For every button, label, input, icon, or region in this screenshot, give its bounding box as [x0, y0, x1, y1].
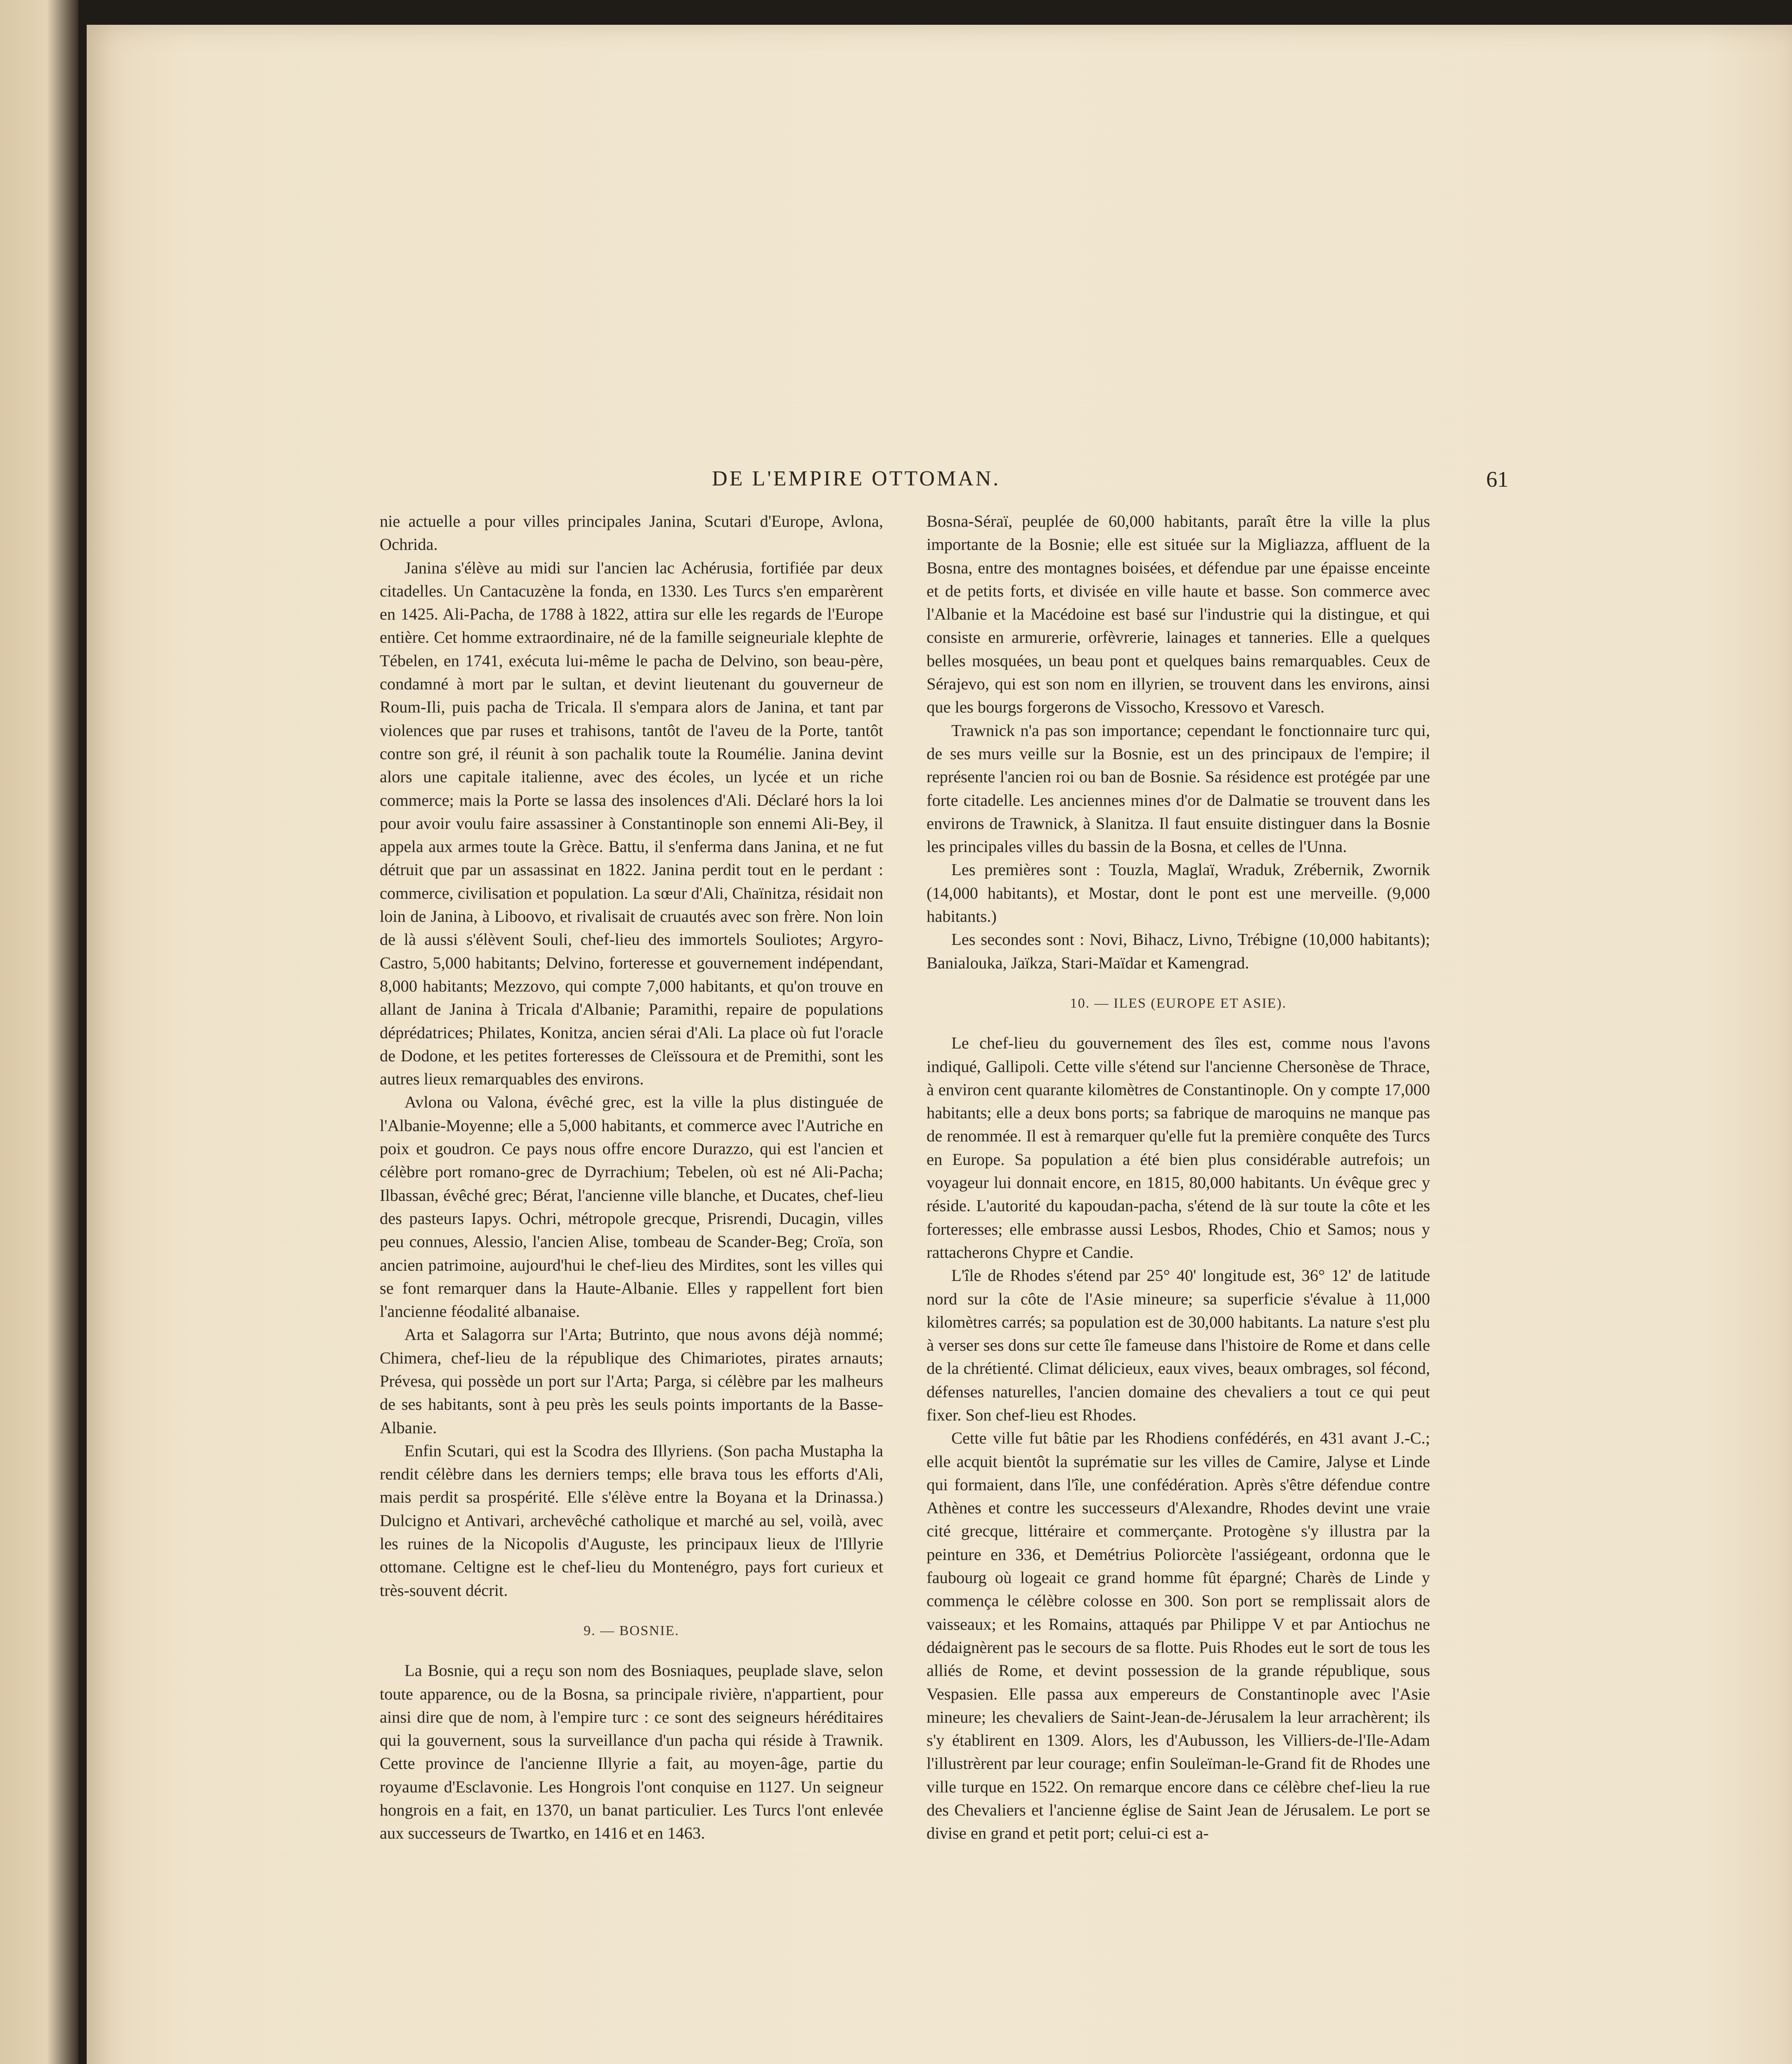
paragraph: Le chef-lieu du gouvernement des îles est, comme nous l'avons indiqué, Gallipoli. Cette ville s'étend sur l'ancienne Chersonèse de Thrace, à environ cent quarante kilomètres de Constantinople. On y compte 17,000 habitants; elle a deux bons ports; sa fabrique de maroquins ne manque pas de renommée. Il est à remarquer qu'elle fut la première conquête des Turcs en Europe. Sa population a été bien plus considérable autrefois; un voyageur lui donnait encore, en 1815, 80,000 habitants. Un évêque grec y réside. L'autorité du kapoudan-pacha, s'étend de là sur toute la côte et les forteresses; elle embrasse aussi Lesbos, Rhodes, Chio et Samos; nous y rattacherons Chypre et Candie. — [927, 1034, 1430, 1262]
running-head: DE L'EMPIRE OTTOMAN. — [712, 467, 1001, 490]
paragraph: Avlona ou Valona, évêché grec, est la ville la plus distinguée de l'Albanie-Moyenne; elle a 5,000 habitants, et commerce avec l'Autriche en poix et goudron. Ce pays nous offre encore Durazzo, qui est l'ancien et célèbre port romano-grec de Dyrrachium; Tebelen, où est né Ali-Pacha; Ilbassan, évêché grec; Bérat, l'ancienne ville blanche, et Ducates, chef-lieu des pasteurs Iapys. Ochri, métropole grecque, Prisrendi, Ducagin, villes peu connues, Alessio, l'ancien Alise, tombeau de Scander-Beg; Croïa, son ancien patrimoine, aujourd'hui le chef-lieu des Mirdites, sont les villes qui se font remarquer dans la Haute-Albanie. Elles y rappellent fort bien l'ancienne féodalité albanaise. — [380, 1093, 883, 1321]
paragraph: Trawnick n'a pas son importance; cependant le fonctionnaire turc qui, de ses murs veille sur la Bosnie, est un des principaux de l'empire; il représente l'ancien roi ou ban de Bosnie. Sa résidence est protégée par une forte citadelle. Les anciennes mines d'or de Dalmatie se trouvent dans les environs de Trawnick, à Slanitza. Il faut ensuite distinguer dans la Bosnie les principales villes du bassin de la Bosna, et celles de l'Unna. — [927, 721, 1430, 856]
left-column — [380, 510, 883, 1845]
paragraph: Cette ville fut bâtie par les Rhodiens confédérés, en 431 avant J.-C.; elle acquit bientôt la suprématie sur les villes de Camire, Jalyse et Linde qui formaient, dans l'île, une confédération. Après s'être défendue contre Athènes et contre les successeurs d'Alexandre, Rhodes devint une vraie cité grecque, littéraire et commerçante. Protogène s'y illustra par la peinture en 336, et Demétrius Poliorcète l'assiégeant, ordonna que le faubourg où logeait ce grand homme fût épargné; Charès de Linde y commença le célèbre colosse en 300. Son port se remplissait alors de vaisseaux; et les Romains, attaqués par Philippe V et par Antiochus ne dédaignèrent pas le secours de sa flotte. Puis Rhodes eut le sort de tous les alliés de Rome, et devint possession de la grande république, sous Vespasien. Elle passa aux empereurs de Constantinople avec l'Asie mineure; les chevaliers de Saint-Jean-de-Jérusalem la leur arrachèrent; ils s'y établirent en 1309. Alors, les d'Aubusson, les Villiers-de-l'Ile-Adam l'illustrèrent par leur courage; enfin Souleïman-le-Grand fit de Rhodes une ville turque en 1522. On remarque encore dans ce célèbre chef-lieu la rue des Chevaliers et l'ancienne église de Saint Jean de Jérusalem. Le port se divise en grand et petit port; celui-ci est a- — [927, 1429, 1430, 1843]
paragraph: La Bosnie, qui a reçu son nom des Bosniaques, peuplade slave, selon toute apparence, ou de la Bosna, sa principale rivière, n'appartient, pour ainsi dire que de nom, à l'empire turc : ce sont des seigneurs héréditaires qui la gouvernent, sous la surveillance d'un pacha qui réside à Trawnik. Cette province de l'ancienne Illyrie a fait, au moyen-âge, partie du royaume d'Esclavonie. Les Hongrois l'ont conquise en 1127. Un seigneur hongrois en a fait, en 1370, un banat particulier. Les Turcs l'ont enlevée aux successeurs de Twartko, en 1416 et en 1463. — [380, 1661, 883, 1843]
paragraph: L'île de Rhodes s'étend par 25° 40' longitude est, 36° 12' de latitude nord sur la côte de l'Asie mineure; sa superficie s'évalue à 11,000 kilomètres carrés; sa population est de 30,000 habitants. La nature s'est plu à verser ses dons sur cette île fameuse dans l'histoire de Rome et dans celle de la chrétienté. Climat délicieux, eaux vives, beaux ombrages, sol fécond, défenses naturelles, l'ancien domaine des chevaliers a tout ce qui peut fixer. Son chef-lieu est Rhodes. — [927, 1266, 1430, 1424]
paragraph: Enfin Scutari, qui est la Scodra des Illyriens. (Son pacha Mustapha la rendit célèbre dans les derniers temps; elle brava tous les efforts d'Ali, mais perdit sa prospérité. Elle s'élève entre la Boyana et la Drinassa.) Dulcigno et Antivari, archevêché catholique et marché au sel, voilà, avec les ruines de la Nicopolis d'Auguste, les principaux lieux de l'Illyrie ottomane. Celtigne est le chef-lieu du Montenégro, pays fort curieux et très-souvent décrit. — [380, 1441, 883, 1600]
paragraph: Arta et Salagorra sur l'Arta; Butrinto, que nous avons déjà nommé; Chimera, chef-lieu de la république des Chimariotes, pirates arnauts; Prévesa, qui possède un port sur l'Arta; Parga, si célèbre par les malheurs de ses habitants, sont à peu près les seuls points importants de la Basse-Albanie. — [380, 1325, 883, 1437]
paragraph: Les secondes sont : Novi, Bihacz, Livno, Trébigne (10,000 habitants); Banialouka, Jaïkza, Stari-Maïdar et Kamengrad. — [927, 930, 1430, 972]
page-number: 61 — [1486, 467, 1508, 492]
section-heading-bosnie: 9. — BOSNIE. — [584, 1623, 679, 1638]
right-column — [927, 510, 1430, 1845]
section-heading-iles: 10. — ILES (EUROPE ET ASIE). — [1070, 995, 1287, 1011]
paragraph: Bosna-Séraï, peuplée de 60,000 habitants, paraît être la ville la plus importante de la Bosnie; elle est située sur la Migliazza, affluent de la Bosna, entre des montagnes boisées, et défendue par une épaisse enceinte et de petits forts, et divisée en ville haute et basse. Son commerce avec l'Albanie et la Macédoine est basé sur l'industrie qui la distingue, et qui consiste en armurerie, orfèvrerie, lainages et tanneries. Elle a quelques belles mosquées, un beau pont et quelques bains remarquables. Ceux de Sérajevo, qui est son nom en illyrien, se trouvent dans les environs, ainsi que les bourgs forgerons de Vissocho, Kressovo et Varesch. — [927, 512, 1430, 717]
adjacent-page-edge — [0, 0, 78, 2064]
page-header — [700, 466, 1508, 499]
paragraph: Les premières sont : Touzla, Maglaï, Wraduk, Zrébernik, Zwornik (14,000 habitants), et Mostar, dont le pont est une merveille. (9,000 habitants.) — [927, 860, 1430, 926]
paragraph: nie actuelle a pour villes principales Janina, Scutari d'Europe, Avlona, Ochrida. — [380, 512, 883, 554]
paragraph: Janina s'élève au midi sur l'ancien lac Achérusia, fortifiée par deux citadelles. Un Cantacuzène la fonda, en 1330. Les Turcs s'en emparèrent en 1425. Ali-Pacha, de 1788 à 1822, attira sur elle les regards de l'Europe entière. Cet homme extraordinaire, né de la famille seigneuriale klephte de Tébelen, en 1741, exécuta lui-même le pacha de Delvino, son beau-père, condamné à mort par le sultan, et devint lieutenant du gouverneur de Roum-Ili, puis pacha de Tricala. Il s'empara alors de Janina, et tant par violences que par ruses et trahisons, tantôt de l'aveu de la Porte, tantôt contre son gré, il réunit à son pachalik toute la Roumélie. Janina devint alors une capitale italienne, avec des écoles, un lycée et un riche commerce; mais la Porte se lassa des insolences d'Ali. Déclaré hors la loi pour avoir voulu faire assassiner à Constantinople son ennemi Ali-Bey, il appela aux armes toute la Grèce. Battu, il s'enferma dans Janina, et ne fut détruit que par un assassinat en 1822. Janina perdit tout en le perdant : commerce, civilisation et population. La sœur d'Ali, Chaïnitza, résidait non loin de Janina, à Liboovo, et rivalisait de cruautés avec son frère. Non loin de là aussi s'élèvent Souli, chef-lieu des immortels Souliotes; Argyro-Castro, 5,000 habitants; Delvino, forteresse et gouvernement indépendant, 8,000 habitants; Mezzovo, qui compte 7,000 habitants, et qu'on trouve en allant de Janina à Tricala d'Albanie; Paramithi, repaire de populations déprédatrices; Philates, Konitza, ancien sérai d'Ali. La place où fut l'oracle de Dodone, et les petites forteresses de Cleïssoura et de Premithi, sont les autres lieux remarquables des environs. — [380, 558, 883, 1089]
